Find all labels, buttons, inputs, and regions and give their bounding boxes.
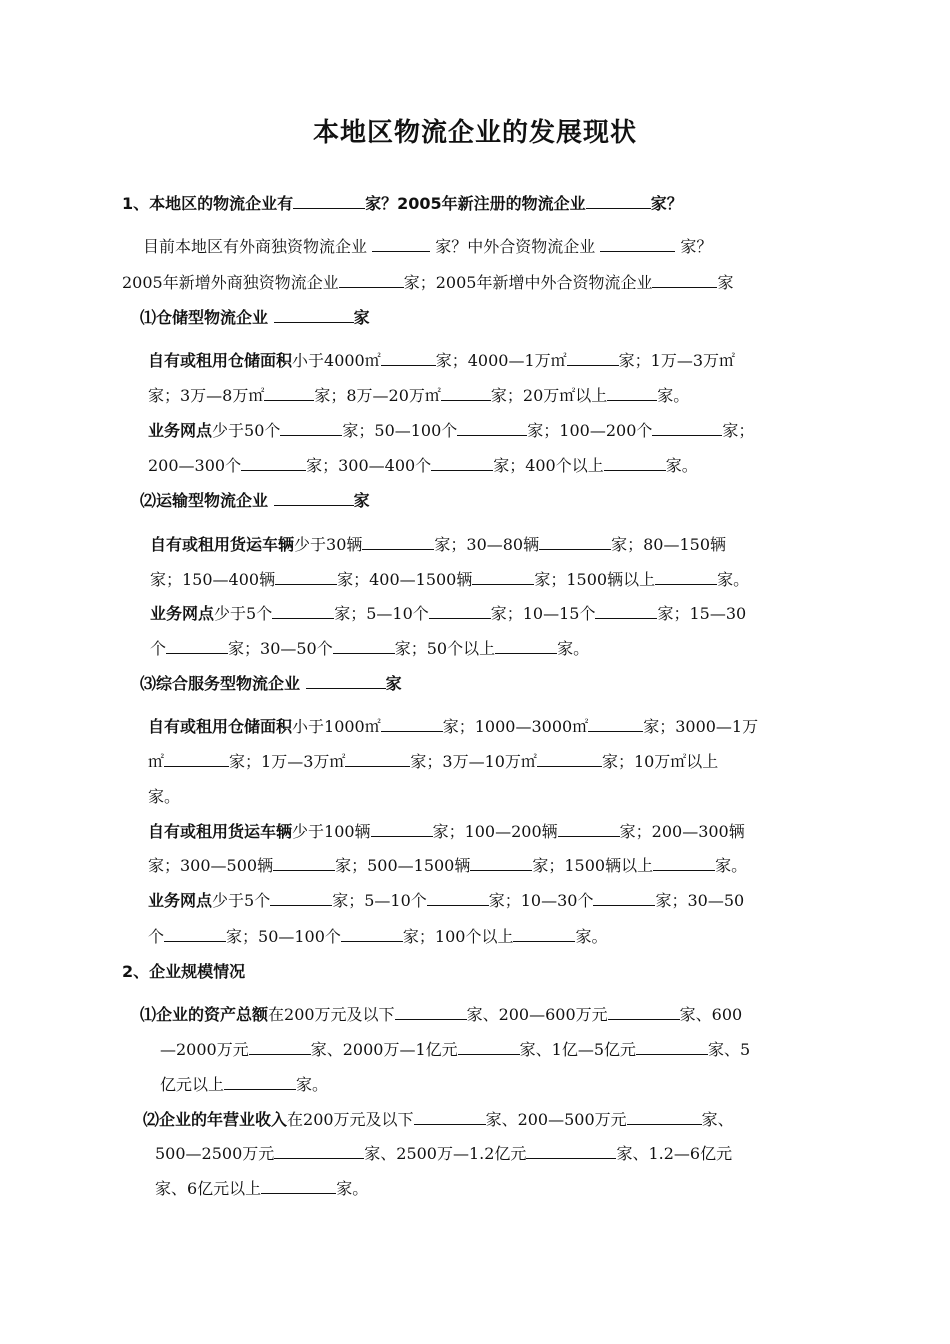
item-text: 家；3万—8万㎡ — [148, 386, 265, 405]
item-text: 家；1万—3万㎡ — [229, 752, 346, 771]
item-text: 家。 — [657, 386, 690, 405]
item-text: 家、200—600万元 — [466, 1005, 608, 1024]
item-text: 家、 — [701, 1110, 734, 1129]
item-text: 家。 — [148, 787, 181, 806]
q2-assets-line-2 — [160, 1039, 750, 1061]
item-text: 家、2000万—1亿元 — [310, 1040, 458, 1059]
item-text: 家；8万—20万㎡ — [314, 386, 441, 405]
answer-blank[interactable] — [586, 193, 651, 209]
item-text: 在200万元及以下 — [287, 1110, 414, 1129]
q2-revenue-line-1 — [143, 1109, 734, 1131]
item-text: 家；5—10个 — [334, 604, 429, 623]
item-text: ㎡ — [148, 752, 165, 771]
item-label: 自有或租用货运车辆 — [148, 822, 293, 841]
answer-blank[interactable] — [608, 1004, 680, 1020]
item-text: 家；150—400辆 — [150, 570, 276, 589]
answer-blank[interactable] — [306, 673, 386, 689]
item-text: 家；30—50 — [655, 891, 745, 910]
item-text: 家；100—200辆 — [432, 822, 558, 841]
q1-text: 家？中外合资物流企业 — [435, 237, 596, 256]
q1-text: 家？2005年新注册的物流企业 — [365, 194, 586, 213]
s1-network-line-2 — [148, 455, 698, 477]
item-text: 家；10—15个 — [490, 604, 596, 623]
item-label: 自有或租用仓储面积 — [148, 717, 293, 736]
answer-blank[interactable] — [513, 926, 575, 942]
answer-blank[interactable] — [567, 350, 619, 366]
answer-blank[interactable] — [600, 236, 675, 252]
item-text: 个 — [148, 927, 165, 946]
s3-network-line-2 — [148, 926, 607, 948]
answer-blank[interactable] — [273, 855, 335, 871]
answer-blank[interactable] — [627, 1109, 702, 1125]
answer-blank[interactable] — [224, 1074, 296, 1090]
item-text: 家。 — [717, 570, 750, 589]
item-text: 家。 — [336, 1179, 369, 1198]
answer-blank[interactable] — [272, 603, 334, 619]
section-2-heading — [140, 490, 370, 512]
answer-blank[interactable] — [261, 1178, 336, 1194]
answer-blank[interactable] — [653, 855, 715, 871]
section-unit: 家 — [385, 674, 402, 693]
item-text: 200—300个 — [148, 456, 242, 475]
s3-area-line-1 — [148, 716, 758, 738]
answer-blank[interactable] — [341, 926, 403, 942]
s3-vehicle-line-2 — [148, 855, 747, 877]
answer-blank[interactable] — [526, 1143, 616, 1159]
answer-blank[interactable] — [274, 307, 354, 323]
answer-blank[interactable] — [429, 603, 491, 619]
q2-heading: 2、企业规模情况 — [122, 962, 246, 981]
item-text: 小于4000㎡ — [292, 351, 381, 370]
item-text: 家。 — [665, 456, 698, 475]
answer-blank[interactable] — [414, 1109, 486, 1125]
item-text: 家；100个以上 — [402, 927, 514, 946]
answer-blank[interactable] — [275, 569, 337, 585]
section-title: ⑶综合服务型物流企业 — [140, 674, 301, 693]
answer-blank[interactable] — [636, 1039, 708, 1055]
q1-line-2 — [143, 236, 712, 258]
answer-blank[interactable] — [588, 716, 643, 732]
item-label: ⑵企业的年营业收入 — [143, 1110, 288, 1129]
item-label: 业务网点 — [150, 604, 215, 623]
document-title: 本地区物流企业的发展现状 — [312, 118, 637, 148]
s2-vehicle-line-2 — [150, 569, 749, 591]
q2-assets-line-1 — [140, 1004, 742, 1026]
answer-blank[interactable] — [241, 455, 306, 471]
answer-blank[interactable] — [274, 490, 354, 506]
item-label: 自有或租用仓储面积 — [148, 351, 293, 370]
q1-text: 家；2005年新增中外合资物流企业 — [403, 273, 653, 292]
item-text: 家；200—300辆 — [619, 822, 745, 841]
answer-blank[interactable] — [274, 1143, 364, 1159]
item-text: 少于30辆 — [294, 535, 363, 554]
item-text: 家；1500辆以上 — [532, 856, 654, 875]
answer-blank[interactable] — [166, 638, 228, 654]
s3-vehicle-line-1 — [148, 821, 745, 843]
item-text: 少于5个 — [214, 604, 273, 623]
item-text: 家；15—30 — [657, 604, 747, 623]
item-text: 少于5个 — [212, 891, 271, 910]
item-text: 少于100辆 — [292, 822, 371, 841]
answer-blank[interactable] — [607, 385, 657, 401]
q2-revenue-line-2 — [155, 1143, 732, 1165]
item-text: 家、600 — [679, 1005, 743, 1024]
item-text: 家；3000—1万 — [643, 717, 759, 736]
item-label: 业务网点 — [148, 891, 213, 910]
answer-blank[interactable] — [652, 420, 722, 436]
item-text: 家；50—100个 — [226, 927, 341, 946]
answer-blank[interactable] — [495, 638, 557, 654]
answer-blank[interactable] — [472, 569, 534, 585]
item-text: 家、5 — [708, 1040, 751, 1059]
answer-blank[interactable] — [371, 821, 433, 837]
item-label: ⑴企业的资产总额 — [140, 1005, 269, 1024]
answer-blank[interactable] — [655, 569, 717, 585]
item-text: 亿元以上 — [160, 1075, 225, 1094]
answer-blank[interactable] — [249, 1039, 311, 1055]
answer-blank[interactable] — [431, 455, 493, 471]
answer-blank[interactable] — [270, 890, 332, 906]
item-text: 家、1亿—5亿元 — [519, 1040, 637, 1059]
item-text: 500—2500万元 — [155, 1144, 275, 1163]
item-text: 家；1500辆以上 — [534, 570, 656, 589]
item-text: 家；5—10个 — [332, 891, 427, 910]
item-text: —2000万元 — [160, 1040, 249, 1059]
answer-blank[interactable] — [595, 603, 657, 619]
answer-blank[interactable] — [457, 420, 527, 436]
item-text: 家。 — [575, 927, 608, 946]
answer-blank[interactable] — [293, 193, 365, 209]
item-label: 业务网点 — [148, 421, 213, 440]
item-text: 家；10—30个 — [488, 891, 594, 910]
answer-blank[interactable] — [441, 385, 491, 401]
answer-blank[interactable] — [458, 1039, 520, 1055]
item-text: 在200万元及以下 — [268, 1005, 395, 1024]
q2-assets-line-3 — [160, 1074, 328, 1096]
q1-text: 家？ — [680, 237, 713, 256]
answer-blank[interactable] — [539, 534, 611, 550]
item-text: 家；10万㎡以上 — [601, 752, 719, 771]
item-text: 家；300—400个 — [306, 456, 432, 475]
item-text: 家；50—100个 — [342, 421, 458, 440]
s2-vehicle-line-1 — [150, 534, 726, 556]
answer-blank[interactable] — [164, 926, 226, 942]
answer-blank[interactable] — [604, 455, 666, 471]
item-text: 家、6亿元以上 — [155, 1179, 262, 1198]
item-text: 家；400个以上 — [493, 456, 604, 475]
item-text: 家；500—1500辆 — [335, 856, 471, 875]
s2-network-line-1 — [150, 603, 746, 625]
answer-blank[interactable] — [280, 420, 342, 436]
item-text: 家。 — [557, 639, 590, 658]
item-text: 家；30—50个 — [228, 639, 333, 658]
answer-blank[interactable] — [537, 751, 602, 767]
q1-text: 家？ — [650, 194, 683, 213]
section-title: ⑵运输型物流企业 — [140, 491, 269, 510]
s2-network-line-2 — [150, 638, 589, 660]
item-label: 自有或租用货运车辆 — [150, 535, 295, 554]
q2-revenue-line-3 — [155, 1178, 368, 1200]
s1-network-line-1 — [148, 420, 754, 442]
answer-blank[interactable] — [339, 272, 404, 288]
answer-blank[interactable] — [362, 534, 434, 550]
item-text: 家、2500万—1.2亿元 — [364, 1144, 527, 1163]
q1-line-1 — [122, 193, 683, 215]
item-text: 家；1000—3000㎡ — [442, 717, 589, 736]
item-text: 家、1.2—6亿元 — [616, 1144, 733, 1163]
q1-text: 1、本地区的物流企业有 — [122, 194, 294, 213]
s3-area-line-2 — [148, 751, 718, 773]
answer-blank[interactable] — [164, 751, 229, 767]
s1-area-line-2 — [148, 385, 689, 407]
item-text: 少于50个 — [212, 421, 281, 440]
section-unit: 家 — [353, 308, 370, 327]
s1-area-line-1 — [148, 350, 735, 372]
section-unit: 家 — [353, 491, 370, 510]
answer-blank[interactable] — [381, 350, 436, 366]
answer-blank[interactable] — [372, 236, 430, 252]
section-3-heading — [140, 673, 402, 695]
item-text: 家；300—500辆 — [148, 856, 274, 875]
item-text: 家。 — [715, 856, 748, 875]
answer-blank[interactable] — [652, 272, 717, 288]
answer-blank[interactable] — [333, 638, 395, 654]
item-text: 家、200—500万元 — [485, 1110, 627, 1129]
q1-text: 2005年新增外商独资物流企业 — [122, 273, 339, 292]
item-text: 家。 — [296, 1075, 329, 1094]
answer-blank[interactable] — [558, 821, 620, 837]
item-text: 家；30—80辆 — [434, 535, 540, 554]
s3-area-line-3 — [148, 786, 180, 808]
item-text: 家；4000—1万㎡ — [435, 351, 567, 370]
item-text: 家；1万—3万㎡ — [618, 351, 736, 370]
item-text: 家；3万—10万㎡ — [410, 752, 537, 771]
item-text: 家；100—200个 — [527, 421, 653, 440]
q1-text: 家 — [717, 273, 734, 292]
item-text: 家； — [722, 421, 755, 440]
item-text: 家；20万㎡以上 — [490, 386, 608, 405]
item-text: 家；400—1500辆 — [337, 570, 473, 589]
section-title: ⑴仓储型物流企业 — [140, 308, 269, 327]
item-text: 家；80—150辆 — [611, 535, 727, 554]
q1-text: 目前本地区有外商独资物流企业 — [143, 237, 368, 256]
item-text: 家；50个以上 — [394, 639, 496, 658]
section-1-heading — [140, 307, 370, 329]
answer-blank[interactable] — [264, 385, 314, 401]
s3-network-line-1 — [148, 890, 744, 912]
item-text: 小于1000㎡ — [292, 717, 381, 736]
q1-line-3 — [122, 272, 733, 294]
answer-blank[interactable] — [345, 751, 410, 767]
answer-blank[interactable] — [470, 855, 532, 871]
answer-blank[interactable] — [593, 890, 655, 906]
answer-blank[interactable] — [381, 716, 443, 732]
answer-blank[interactable] — [395, 1004, 467, 1020]
answer-blank[interactable] — [427, 890, 489, 906]
item-text: 个 — [150, 639, 167, 658]
